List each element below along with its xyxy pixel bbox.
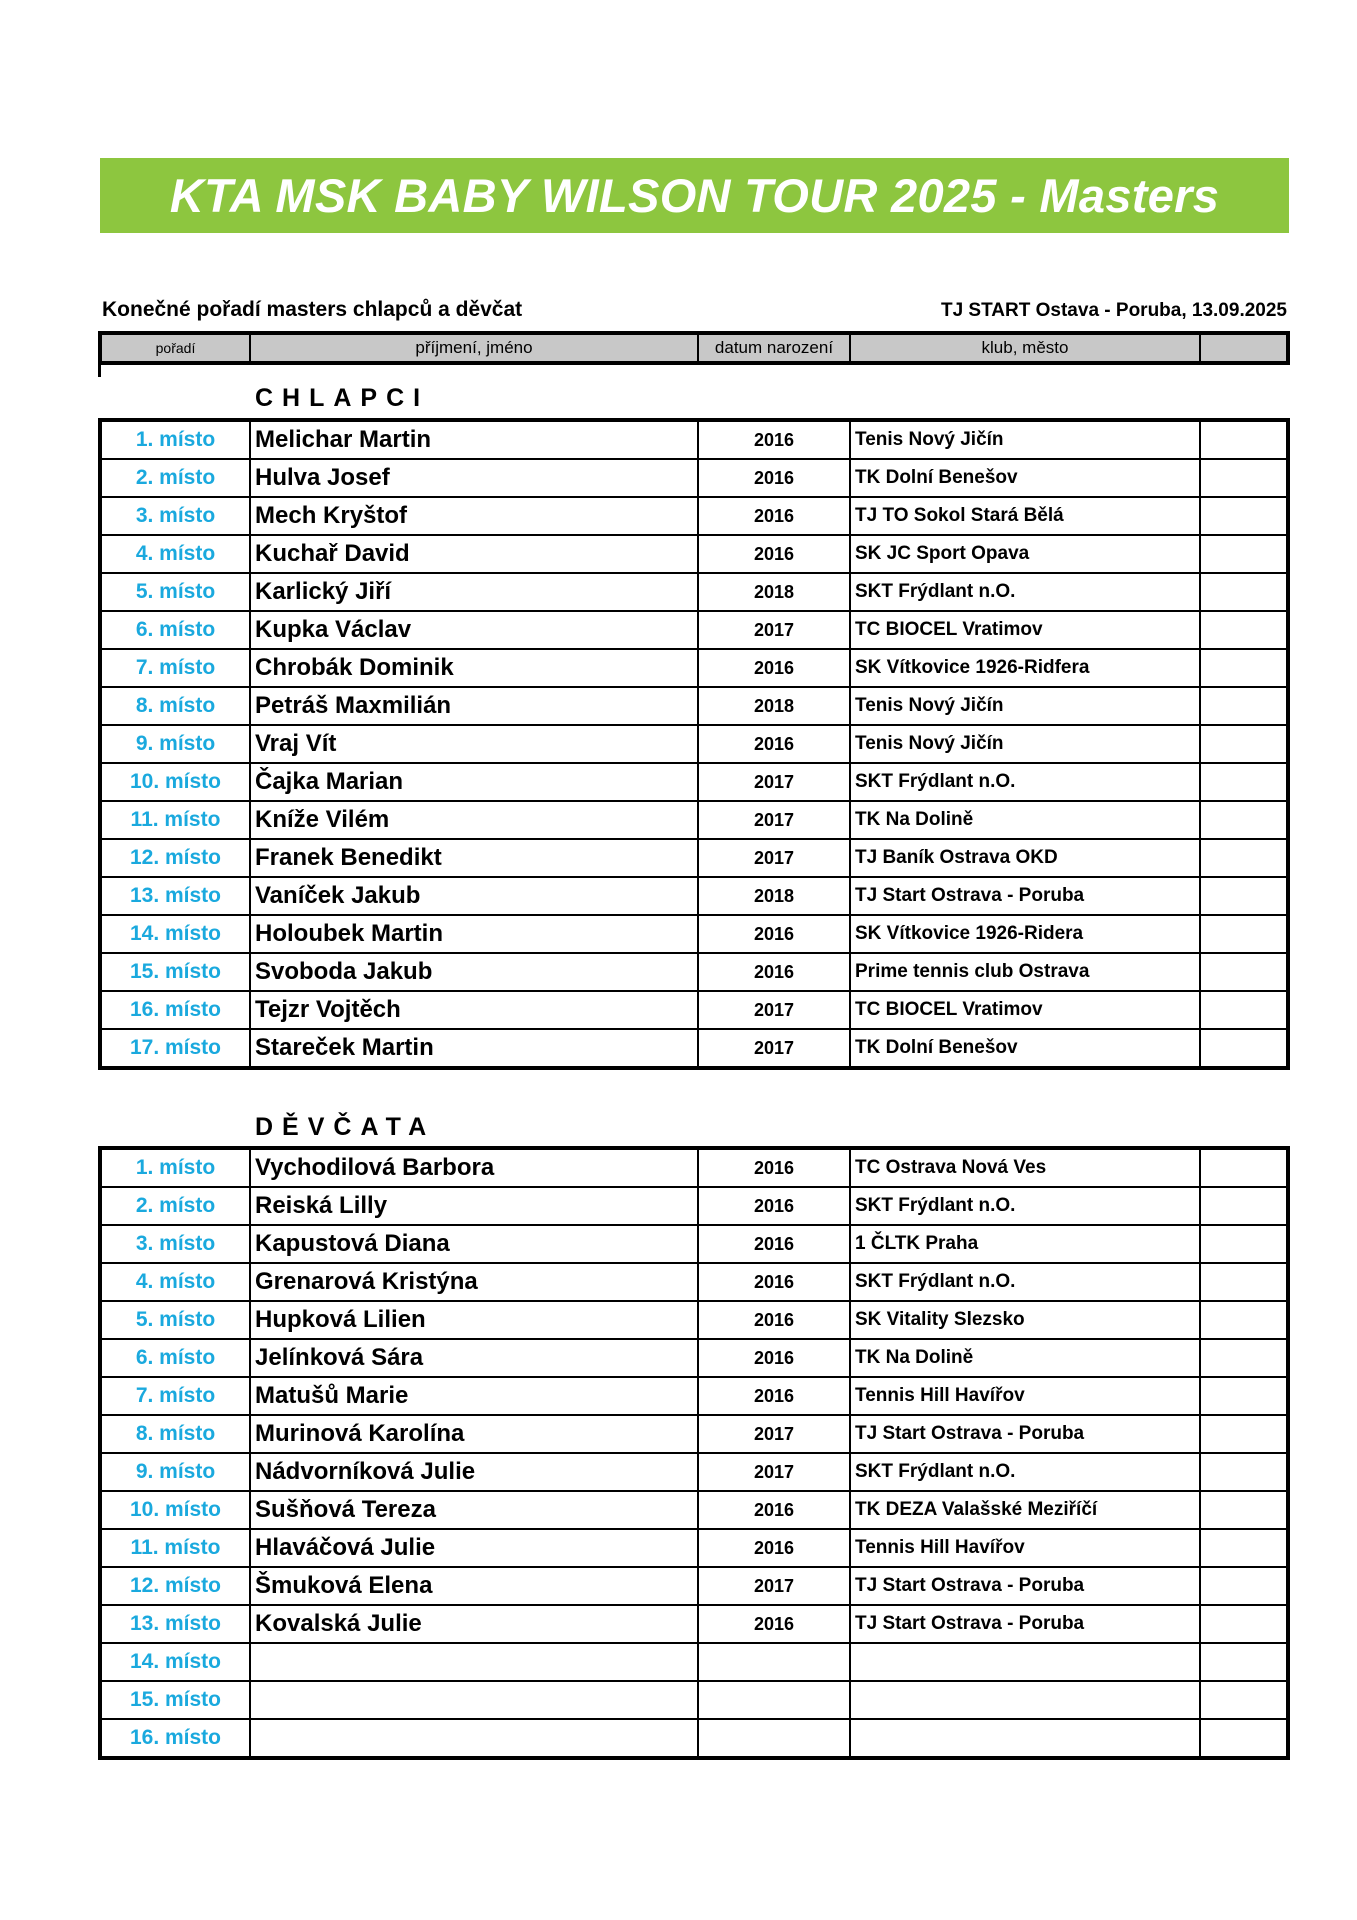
table-row xyxy=(100,1148,1288,1187)
name-cell: Franek Benedikt xyxy=(250,839,698,877)
rank-cell: 7. místo xyxy=(100,1377,250,1415)
table-row xyxy=(100,1605,1288,1643)
extra-cell xyxy=(1200,1605,1288,1643)
girls-section-title: DĚVČATA xyxy=(255,1113,436,1141)
header-birth: datum narození xyxy=(698,333,850,363)
club-cell: SK Vítkovice 1926-Ridera xyxy=(850,915,1200,953)
club-cell: TJ Start Ostrava - Poruba xyxy=(850,877,1200,915)
name-cell: Kuchař David xyxy=(250,535,698,573)
extra-cell xyxy=(1200,1415,1288,1453)
name-cell: Hulva Josef xyxy=(250,459,698,497)
extra-cell xyxy=(1200,1377,1288,1415)
name-cell xyxy=(250,1643,698,1681)
club-cell xyxy=(850,1643,1200,1681)
rank-cell: 3. místo xyxy=(100,497,250,535)
birth-year-cell: 2016 xyxy=(698,1529,850,1567)
venue-date: TJ START Ostava - Poruba, 13.09.2025 xyxy=(940,300,1287,321)
club-cell: Tenis Nový Jičín xyxy=(850,725,1200,763)
birth-year-cell: 2016 xyxy=(698,953,850,991)
table-row xyxy=(100,1681,1288,1719)
extra-cell xyxy=(1200,1643,1288,1681)
club-cell: Tenis Nový Jičín xyxy=(850,420,1200,459)
table-row xyxy=(100,420,1288,459)
birth-year-cell: 2016 xyxy=(698,1377,850,1415)
rank-cell: 1. místo xyxy=(100,1148,250,1187)
extra-cell xyxy=(1200,1148,1288,1187)
birth-year-cell xyxy=(698,1719,850,1758)
birth-year-cell: 2016 xyxy=(698,459,850,497)
table-row xyxy=(100,877,1288,915)
birth-year-cell xyxy=(698,1643,850,1681)
rank-cell: 7. místo xyxy=(100,649,250,687)
extra-cell xyxy=(1200,1453,1288,1491)
table-row xyxy=(100,459,1288,497)
table-row xyxy=(100,1339,1288,1377)
table-row xyxy=(100,763,1288,801)
club-cell: TC BIOCEL Vratimov xyxy=(850,611,1200,649)
rank-cell: 6. místo xyxy=(100,611,250,649)
rank-cell: 11. místo xyxy=(100,801,250,839)
birth-year-cell: 2017 xyxy=(698,1453,850,1491)
rank-cell: 15. místo xyxy=(100,953,250,991)
rank-cell: 12. místo xyxy=(100,1567,250,1605)
header-club: klub, město xyxy=(850,333,1200,363)
rank-cell: 9. místo xyxy=(100,1453,250,1491)
table-row xyxy=(100,1225,1288,1263)
name-cell: Jelínková Sára xyxy=(250,1339,698,1377)
name-cell xyxy=(250,1681,698,1719)
club-cell: Prime tennis club Ostrava xyxy=(850,953,1200,991)
club-cell: SKT Frýdlant n.O. xyxy=(850,1263,1200,1301)
club-cell: TK Dolní Benešov xyxy=(850,1029,1200,1068)
table-row xyxy=(100,839,1288,877)
club-cell: Tennis Hill Havířov xyxy=(850,1529,1200,1567)
club-cell: TK Na Dolině xyxy=(850,801,1200,839)
birth-year-cell: 2017 xyxy=(698,991,850,1029)
birth-year-cell: 2017 xyxy=(698,801,850,839)
name-cell: Kníže Vilém xyxy=(250,801,698,839)
table-row xyxy=(100,1453,1288,1491)
name-cell: Vychodilová Barbora xyxy=(250,1148,698,1187)
extra-cell xyxy=(1200,1719,1288,1758)
rank-cell: 13. místo xyxy=(100,877,250,915)
name-cell: Hlaváčová Julie xyxy=(250,1529,698,1567)
name-cell: Kupka Václav xyxy=(250,611,698,649)
extra-cell xyxy=(1200,725,1288,763)
extra-cell xyxy=(1200,801,1288,839)
name-cell: Kapustová Diana xyxy=(250,1225,698,1263)
boys-section-title: CHLAPCI xyxy=(255,384,430,412)
birth-year-cell: 2016 xyxy=(698,1148,850,1187)
rank-cell: 6. místo xyxy=(100,1339,250,1377)
name-cell: Sušňová Tereza xyxy=(250,1491,698,1529)
extra-cell xyxy=(1200,1029,1288,1068)
rank-cell: 15. místo xyxy=(100,1681,250,1719)
club-cell: SKT Frýdlant n.O. xyxy=(850,573,1200,611)
birth-year-cell: 2016 xyxy=(698,1225,850,1263)
club-cell: TJ Start Ostrava - Poruba xyxy=(850,1605,1200,1643)
rank-cell: 3. místo xyxy=(100,1225,250,1263)
rank-cell: 14. místo xyxy=(100,915,250,953)
name-cell: Chrobák Dominik xyxy=(250,649,698,687)
birth-year-cell: 2016 xyxy=(698,915,850,953)
table-row xyxy=(100,1377,1288,1415)
table-row xyxy=(100,1301,1288,1339)
extra-cell xyxy=(1200,991,1288,1029)
name-cell: Reiská Lilly xyxy=(250,1187,698,1225)
page-title: KTA MSK BABY WILSON TOUR 2025 - Masters xyxy=(169,169,1220,222)
rank-cell: 16. místo xyxy=(100,1719,250,1758)
extra-cell xyxy=(1200,1681,1288,1719)
club-cell: TJ TO Sokol Stará Bělá xyxy=(850,497,1200,535)
birth-year-cell: 2017 xyxy=(698,1415,850,1453)
boys-table xyxy=(98,418,1290,1070)
birth-year-cell: 2016 xyxy=(698,1605,850,1643)
extra-cell xyxy=(1200,459,1288,497)
club-cell: Tennis Hill Havířov xyxy=(850,1377,1200,1415)
extra-cell xyxy=(1200,877,1288,915)
divider xyxy=(98,363,101,377)
table-row xyxy=(100,1029,1288,1068)
extra-cell xyxy=(1200,497,1288,535)
table-row xyxy=(100,687,1288,725)
name-cell: Mech Kryštof xyxy=(250,497,698,535)
table-row xyxy=(100,1719,1288,1758)
rank-cell: 14. místo xyxy=(100,1643,250,1681)
birth-year-cell: 2018 xyxy=(698,573,850,611)
name-cell: Kovalská Julie xyxy=(250,1605,698,1643)
rank-cell: 5. místo xyxy=(100,1301,250,1339)
name-cell: Matušů Marie xyxy=(250,1377,698,1415)
table-row xyxy=(100,535,1288,573)
extra-cell xyxy=(1200,573,1288,611)
rank-cell: 12. místo xyxy=(100,839,250,877)
birth-year-cell: 2016 xyxy=(698,1187,850,1225)
name-cell: Nádvorníková Julie xyxy=(250,1453,698,1491)
table-row xyxy=(100,649,1288,687)
table-row xyxy=(100,1567,1288,1605)
extra-cell xyxy=(1200,1225,1288,1263)
birth-year-cell: 2017 xyxy=(698,1029,850,1068)
table-row xyxy=(100,801,1288,839)
birth-year-cell: 2016 xyxy=(698,725,850,763)
table-row xyxy=(100,1491,1288,1529)
birth-year-cell: 2016 xyxy=(698,1263,850,1301)
name-cell xyxy=(250,1719,698,1758)
rank-cell: 8. místo xyxy=(100,1415,250,1453)
club-cell: SK Vitality Slezsko xyxy=(850,1301,1200,1339)
name-cell: Vaníček Jakub xyxy=(250,877,698,915)
rank-cell: 16. místo xyxy=(100,991,250,1029)
name-cell: Šmuková Elena xyxy=(250,1567,698,1605)
birth-year-cell: 2016 xyxy=(698,1491,850,1529)
table-row xyxy=(100,725,1288,763)
extra-cell xyxy=(1200,687,1288,725)
birth-year-cell: 2016 xyxy=(698,1301,850,1339)
extra-cell xyxy=(1200,1567,1288,1605)
name-cell: Melichar Martin xyxy=(250,420,698,459)
rank-cell: 11. místo xyxy=(100,1529,250,1567)
birth-year-cell: 2016 xyxy=(698,420,850,459)
table-row xyxy=(100,611,1288,649)
club-cell: SKT Frýdlant n.O. xyxy=(850,763,1200,801)
extra-cell xyxy=(1200,915,1288,953)
table-row xyxy=(100,915,1288,953)
rank-cell: 10. místo xyxy=(100,1491,250,1529)
extra-cell xyxy=(1200,1263,1288,1301)
name-cell: Stareček Martin xyxy=(250,1029,698,1068)
club-cell: TK Na Dolině xyxy=(850,1339,1200,1377)
club-cell: SKT Frýdlant n.O. xyxy=(850,1453,1200,1491)
club-cell: Tenis Nový Jičín xyxy=(850,687,1200,725)
name-cell: Tejzr Vojtěch xyxy=(250,991,698,1029)
rank-cell: 13. místo xyxy=(100,1605,250,1643)
birth-year-cell: 2018 xyxy=(698,687,850,725)
rank-cell: 2. místo xyxy=(100,459,250,497)
table-row xyxy=(100,573,1288,611)
club-cell: TJ Start Ostrava - Poruba xyxy=(850,1415,1200,1453)
rank-cell: 17. místo xyxy=(100,1029,250,1068)
name-cell: Hupková Lilien xyxy=(250,1301,698,1339)
extra-cell xyxy=(1200,839,1288,877)
extra-cell xyxy=(1200,611,1288,649)
extra-cell xyxy=(1200,649,1288,687)
results-subtitle: Konečné pořadí masters chlapců a děvčat xyxy=(102,298,523,321)
extra-cell xyxy=(1200,1301,1288,1339)
name-cell: Grenarová Kristýna xyxy=(250,1263,698,1301)
extra-cell xyxy=(1200,420,1288,459)
table-row xyxy=(100,1415,1288,1453)
birth-year-cell: 2017 xyxy=(698,839,850,877)
girls-table xyxy=(98,1146,1290,1760)
birth-year-cell: 2017 xyxy=(698,611,850,649)
table-row xyxy=(100,953,1288,991)
rank-cell: 2. místo xyxy=(100,1187,250,1225)
extra-cell xyxy=(1200,1491,1288,1529)
column-header-row xyxy=(98,331,1290,365)
extra-cell xyxy=(1200,763,1288,801)
extra-cell xyxy=(1200,535,1288,573)
rank-cell: 10. místo xyxy=(100,763,250,801)
extra-cell xyxy=(1200,1187,1288,1225)
header-name: příjmení, jméno xyxy=(250,333,698,363)
table-row xyxy=(100,991,1288,1029)
birth-year-cell: 2016 xyxy=(698,535,850,573)
club-cell xyxy=(850,1719,1200,1758)
header-extra xyxy=(1200,333,1288,363)
table-row xyxy=(100,1529,1288,1567)
birth-year-cell: 2016 xyxy=(698,649,850,687)
rank-cell: 1. místo xyxy=(100,420,250,459)
name-cell: Murinová Karolína xyxy=(250,1415,698,1453)
rank-cell: 9. místo xyxy=(100,725,250,763)
club-cell xyxy=(850,1681,1200,1719)
table-row xyxy=(100,497,1288,535)
title-banner xyxy=(100,158,1289,233)
club-cell: TK DEZA Valašské Meziříčí xyxy=(850,1491,1200,1529)
extra-cell xyxy=(1200,1339,1288,1377)
extra-cell xyxy=(1200,1529,1288,1567)
table-row xyxy=(100,1187,1288,1225)
birth-year-cell: 2018 xyxy=(698,877,850,915)
club-cell: SKT Frýdlant n.O. xyxy=(850,1187,1200,1225)
name-cell: Karlický Jiří xyxy=(250,573,698,611)
rank-cell: 4. místo xyxy=(100,1263,250,1301)
club-cell: TK Dolní Benešov xyxy=(850,459,1200,497)
club-cell: 1 ČLTK Praha xyxy=(850,1225,1200,1263)
birth-year-cell: 2016 xyxy=(698,1339,850,1377)
birth-year-cell: 2016 xyxy=(698,497,850,535)
birth-year-cell: 2017 xyxy=(698,1567,850,1605)
club-cell: TC BIOCEL Vratimov xyxy=(850,991,1200,1029)
header-rank: pořadí xyxy=(100,333,250,363)
club-cell: TJ Start Ostrava - Poruba xyxy=(850,1567,1200,1605)
table-row xyxy=(100,1263,1288,1301)
name-cell: Svoboda Jakub xyxy=(250,953,698,991)
club-cell: SK JC Sport Opava xyxy=(850,535,1200,573)
name-cell: Vraj Vít xyxy=(250,725,698,763)
rank-cell: 8. místo xyxy=(100,687,250,725)
name-cell: Holoubek Martin xyxy=(250,915,698,953)
birth-year-cell xyxy=(698,1681,850,1719)
club-cell: TC Ostrava Nová Ves xyxy=(850,1148,1200,1187)
name-cell: Čajka Marian xyxy=(250,763,698,801)
extra-cell xyxy=(1200,953,1288,991)
club-cell: SK Vítkovice 1926-Ridfera xyxy=(850,649,1200,687)
name-cell: Petráš Maxmilián xyxy=(250,687,698,725)
table-row xyxy=(100,1643,1288,1681)
club-cell: TJ Baník Ostrava OKD xyxy=(850,839,1200,877)
rank-cell: 4. místo xyxy=(100,535,250,573)
rank-cell: 5. místo xyxy=(100,573,250,611)
birth-year-cell: 2017 xyxy=(698,763,850,801)
